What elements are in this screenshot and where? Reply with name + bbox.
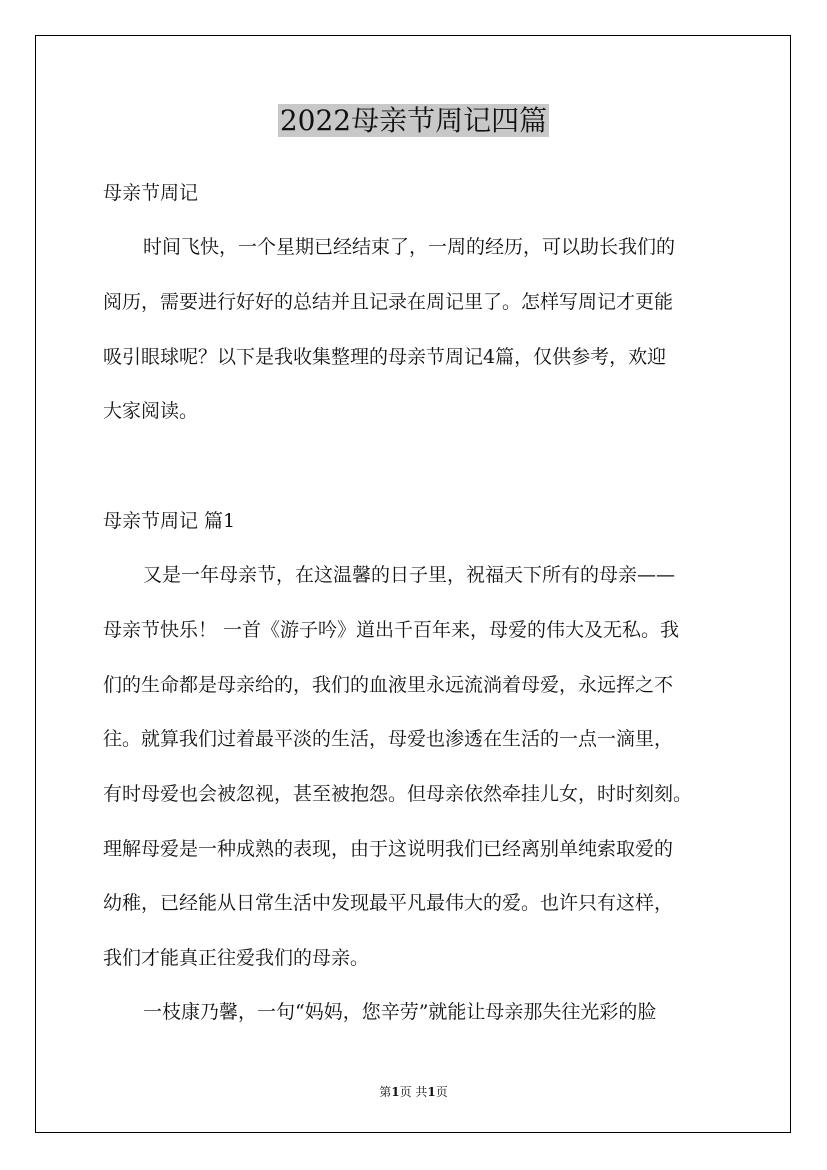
body-line: 有时母爱也会被忽视，甚至被抱怨。但母亲依然牵挂儿女，时时刻刻。 bbox=[103, 783, 693, 805]
footer-current-page: 1 bbox=[391, 1085, 400, 1099]
body-line: 母亲节快乐！ 一首《游子吟》道出千百年来，母爱的伟大及无私。我 bbox=[103, 619, 680, 641]
footer-prefix: 第 bbox=[379, 1085, 392, 1099]
body-line: 幼稚，已经能从日常生活中发现最平凡最伟大的爱。也许只有这样， bbox=[103, 892, 674, 914]
intro-line: 吸引眼球呢？以下是我收集整理的母亲节周记4篇，仅供参考，欢迎 bbox=[103, 346, 667, 368]
title-text: 2022母亲节周记四篇 bbox=[279, 104, 548, 137]
body-line: 往。就算我们过着最平淡的生活，母爱也渗透在生活的一点一滴里， bbox=[103, 728, 674, 750]
document-title bbox=[0, 101, 827, 141]
page-footer bbox=[0, 1083, 827, 1100]
footer-suffix: 页 bbox=[435, 1085, 448, 1099]
body-line: 们的生命都是母亲给的，我们的血液里永远流淌着母爱，永远挥之不 bbox=[103, 674, 674, 696]
intro-line: 时间飞快，一个星期已经结束了，一周的经历，可以助长我们的 bbox=[143, 236, 676, 258]
footer-mid: 页 共 bbox=[399, 1085, 428, 1099]
body-line: 又是一年母亲节，在这温馨的日子里，祝福天下所有的母亲—— bbox=[143, 564, 676, 586]
section-heading: 母亲节周记 篇1 bbox=[103, 510, 236, 532]
intro-line: 大家阅读。 bbox=[103, 400, 199, 422]
body-line: 我们才能真正往爱我们的母亲。 bbox=[103, 947, 370, 969]
footer-total-pages: 1 bbox=[427, 1085, 436, 1099]
intro-line: 阅历，需要进行好好的总结并且记录在周记里了。怎样写周记才更能 bbox=[103, 291, 674, 313]
body-line: 一枝康乃馨，一句“妈妈，您辛劳”就能让母亲那失往光彩的脸 bbox=[143, 1001, 657, 1023]
body-line: 理解母爱是一种成熟的表现，由于这说明我们已经离别单纯索取爱的 bbox=[103, 838, 674, 860]
intro-heading: 母亲节周记 bbox=[103, 182, 199, 204]
